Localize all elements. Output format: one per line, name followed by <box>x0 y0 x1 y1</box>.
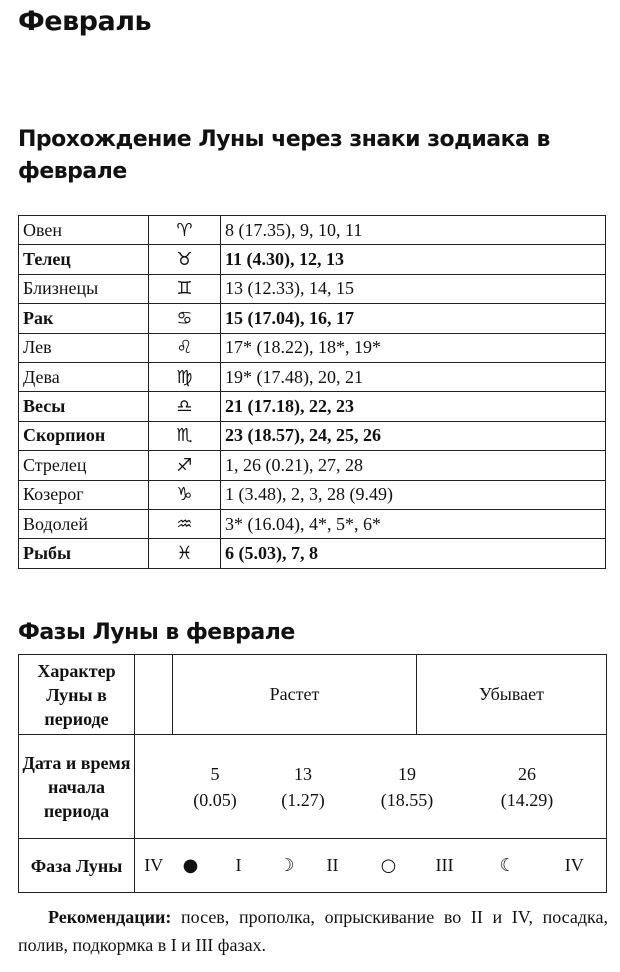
zodiac-row <box>19 451 606 480</box>
zodiac-dates: 23 (18.57), 24, 25, 26 <box>221 421 606 450</box>
zodiac-sign-name: Дева <box>19 362 149 391</box>
zodiac-sign-name: Рыбы <box>19 539 149 568</box>
zodiac-dates: 11 (4.30), 12, 13 <box>221 245 606 274</box>
new-moon-icon: ● <box>173 839 209 893</box>
zodiac-table <box>18 215 606 569</box>
phase-roman: II <box>305 839 361 893</box>
zodiac-row <box>19 421 606 450</box>
zodiac-sign-name: Водолей <box>19 509 149 538</box>
zodiac-symbol-icon: ♐ <box>149 451 221 480</box>
zodiac-dates: 17* (18.22), 18*, 19* <box>221 333 606 362</box>
phase-character-row <box>19 655 607 735</box>
date-label: Дата и время начала периода <box>19 735 135 839</box>
zodiac-row <box>19 539 606 568</box>
zodiac-row <box>19 333 606 362</box>
zodiac-sign-name: Лев <box>19 333 149 362</box>
phase-roman: IV <box>543 839 607 893</box>
phase-date-row <box>19 735 607 839</box>
zodiac-dates: 1 (3.48), 2, 3, 28 (9.49) <box>221 480 606 509</box>
zodiac-sign-name: Стрелец <box>19 451 149 480</box>
zodiac-dates: 3* (16.04), 4*, 5*, 6* <box>221 509 606 538</box>
zodiac-dates: 21 (17.18), 22, 23 <box>221 392 606 421</box>
phase-label: Фаза Луны <box>19 839 135 893</box>
zodiac-symbol-icon: ♍ <box>149 362 221 391</box>
zodiac-symbol-icon: ♉ <box>149 245 221 274</box>
zodiac-symbol-icon: ♑ <box>149 480 221 509</box>
date-item: 19 (18.55) <box>380 763 434 810</box>
zodiac-symbol-icon: ♏ <box>149 421 221 450</box>
zodiac-dates: 6 (5.03), 7, 8 <box>221 539 606 568</box>
recommendation-label: Рекомендации: <box>48 907 172 927</box>
zodiac-symbol-icon: ♎ <box>149 392 221 421</box>
phase-roman: III <box>417 839 473 893</box>
zodiac-dates: 1, 26 (0.21), 27, 28 <box>221 451 606 480</box>
zodiac-symbol-icon: ♊ <box>149 274 221 303</box>
zodiac-sign-name: Близнецы <box>19 274 149 303</box>
zodiac-sign-name: Овен <box>19 216 149 245</box>
waning-label: Убывает <box>417 655 607 735</box>
zodiac-row <box>19 304 606 333</box>
zodiac-sign-name: Весы <box>19 392 149 421</box>
zodiac-symbol-icon: ♓ <box>149 539 221 568</box>
zodiac-sign-name: Скорпион <box>19 421 149 450</box>
zodiac-symbol-icon: ♈ <box>149 216 221 245</box>
first-quarter-icon: ☽ <box>269 839 305 893</box>
recommendation-text <box>18 903 608 959</box>
phase-roman: IV <box>135 839 173 893</box>
zodiac-section-title: Прохождение Луны через знаки зодиака в феврале <box>18 127 550 184</box>
date-values <box>135 735 607 839</box>
date-item: 26 (14.29) <box>500 763 554 810</box>
character-label: Характер Луны в периоде <box>19 655 135 735</box>
date-item: 13 (1.27) <box>281 763 325 810</box>
zodiac-sign-name: Козерог <box>19 480 149 509</box>
recommendation-body: посев, прополка, опрыскивание во II и IV, посадка, полив, подкормка в I и III фазах. <box>18 907 608 955</box>
phase-roman: I <box>209 839 269 893</box>
zodiac-symbol-icon: ♋ <box>149 304 221 333</box>
phase-symbol-row <box>19 839 607 893</box>
zodiac-sign-name: Телец <box>19 245 149 274</box>
zodiac-dates: 8 (17.35), 9, 10, 11 <box>221 216 606 245</box>
moon-phases-table <box>18 654 607 893</box>
zodiac-row <box>19 509 606 538</box>
growing-label: Растет <box>173 655 417 735</box>
empty-cell <box>135 655 173 735</box>
zodiac-row <box>19 245 606 274</box>
zodiac-row <box>19 362 606 391</box>
zodiac-dates: 15 (17.04), 16, 17 <box>221 304 606 333</box>
zodiac-dates: 19* (17.48), 20, 21 <box>221 362 606 391</box>
zodiac-row <box>19 480 606 509</box>
zodiac-row <box>19 392 606 421</box>
zodiac-symbol-icon: ♌ <box>149 333 221 362</box>
zodiac-row <box>19 216 606 245</box>
zodiac-sign-name: Рак <box>19 304 149 333</box>
zodiac-symbol-icon: ♒ <box>149 509 221 538</box>
page-title: Февраль <box>18 6 152 37</box>
date-item: 5 (0.05) <box>193 763 237 810</box>
phases-section-title: Фазы Луны в феврале <box>18 620 295 645</box>
zodiac-row <box>19 274 606 303</box>
zodiac-dates: 13 (12.33), 14, 15 <box>221 274 606 303</box>
full-moon-icon: ○ <box>361 839 417 893</box>
last-quarter-icon: ☾ <box>473 839 543 893</box>
